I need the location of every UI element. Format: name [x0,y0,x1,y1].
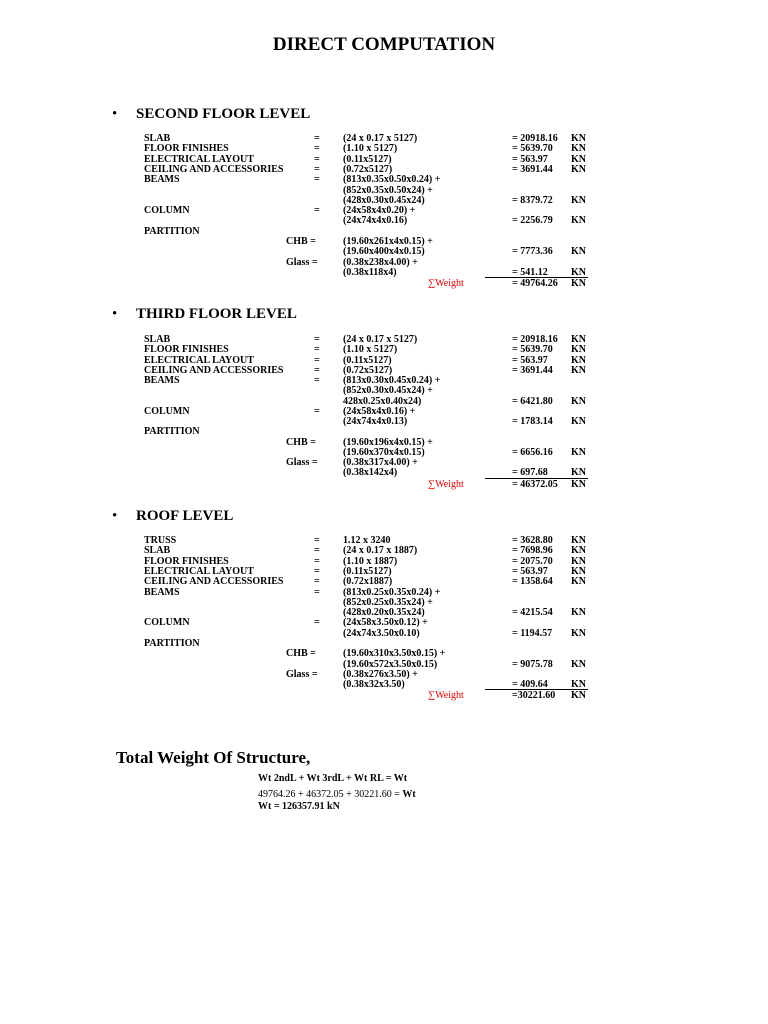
row-sub-label: CHB = [286,236,316,247]
row-value: = 7773.36 [512,246,553,258]
row-formula: (19.60x261x4x0.15) + [343,236,433,247]
row-label: PARTITION [144,426,200,438]
row-label: COLUMN [144,205,190,217]
row-value: = 20918.16 [512,133,558,144]
row-unit: KN [571,658,586,670]
row-equals: = [314,375,320,386]
row-unit: KN [571,215,586,227]
section-heading-third-floor [112,306,297,326]
row-formula: (0.72x5127) [343,364,393,376]
row-value: = 4215.54 [512,607,553,619]
row-equals: = [314,617,320,629]
row-unit: KN [571,364,586,376]
row-sub-label: Glass = [286,256,318,268]
bullet: • [112,106,118,122]
bullet: • [112,508,118,524]
row-sub-label: Glass = [286,668,318,680]
section-heading-roof [112,508,233,528]
row-unit: KN [571,627,586,639]
row-equals: = [314,163,320,175]
section-heading-label: ROOF LEVEL [136,508,234,524]
row-value: = 5639.70 [512,344,553,356]
row-label: CEILING AND ACCESSORIES [144,163,284,175]
row-label: BEAMS [144,586,180,598]
row-formula: 1.12 x 3240 [343,535,391,546]
row-unit: KN [571,133,586,144]
row-label: SLAB [144,545,171,557]
row-label: BEAMS [144,375,180,386]
row-formula: (24 x 0.17 x 1887) [343,545,418,557]
row-formula: (1.10 x 5127) [343,344,398,356]
row-formula: (0.72x1887) [343,576,393,588]
row-value: = 8379.72 [512,194,553,206]
row-value: = 541.12 [512,266,548,278]
row-equals: = [314,174,320,186]
weight-label: ∑Weight [428,479,464,490]
bullet: • [112,306,118,322]
row-value: = 697.68 [512,467,548,479]
weight-label: ∑Weight [428,690,464,701]
row-unit: KN [571,344,586,356]
total-sum-line [258,789,416,800]
row-equals: = [314,354,320,366]
row-unit: KN [571,266,586,278]
row-label: SLAB [144,133,171,144]
row-formula: (24 x 0.17 x 5127) [343,334,418,345]
row-value: = 9075.78 [512,658,553,670]
row-formula: (813x0.35x0.50x0.24) + [343,174,441,186]
row-equals: = [314,364,320,376]
weight-label: ∑Weight [428,278,464,289]
row-unit: KN [571,416,586,427]
row-label: ELECTRICAL LAYOUT [144,354,254,366]
row-value: = 20918.16 [512,334,558,345]
row-equals: = [314,555,320,567]
row-value: = 1358.64 [512,576,553,588]
row-formula: (24x58x4x0.16) + [343,405,416,417]
row-equals: = [314,133,320,144]
row-unit: KN [571,545,586,557]
total-weight-title: Total Weight Of Structure, [116,748,311,767]
section-heading-label: SECOND FLOOR LEVEL [136,106,311,122]
section-total-unit: KN [571,479,586,490]
row-value: = 6421.80 [512,395,553,407]
row-unit: KN [571,555,586,567]
row-value: = 1783.14 [512,416,553,427]
row-formula: (813x0.30x0.45x0.24) + [343,375,441,386]
row-unit: KN [571,354,586,366]
row-label: CEILING AND ACCESSORIES [144,364,284,376]
row-unit: KN [571,576,586,588]
row-unit: KN [571,535,586,546]
row-formula: (852x0.25x0.35x24) + [343,596,433,608]
row-formula: (0.11x5127) [343,565,392,577]
row-value: = 3628.80 [512,535,553,546]
row-equals: = [314,545,320,557]
row-value: = 6656.16 [512,446,553,458]
row-formula: (852x0.30x0.45x24) + [343,385,433,397]
row-label: TRUSS [144,535,177,546]
row-label: SLAB [144,334,171,345]
row-formula: (0.38x32x3.50) [343,679,405,691]
row-label: CEILING AND ACCESSORIES [144,576,284,588]
row-formula: (19.60x310x3.50x0.15) + [343,648,446,660]
row-value: = 3691.44 [512,163,553,175]
row-formula: (428x0.30x0.45x24) [343,194,425,206]
row-formula: (0.38x142x4) [343,467,398,479]
page-title: DIRECT COMPUTATION [272,34,496,55]
row-value: = 409.64 [512,679,548,691]
row-unit: KN [571,194,586,206]
section-total: = 46372.05 [512,479,558,490]
row-value: = 2075.70 [512,555,553,567]
row-value: = 563.97 [512,354,548,366]
row-formula: (0.11x5127) [343,354,392,366]
row-formula: (0.38x317x4.00) + [343,457,418,468]
section-total-unit: KN [571,690,586,701]
row-formula: (24x58x4x0.20) + [343,205,416,217]
row-formula: (0.72x5127) [343,163,393,175]
row-unit: KN [571,446,586,458]
row-formula: (1.10 x 5127) [343,143,398,155]
section-total-unit: KN [571,278,586,289]
row-formula: (0.38x276x3.50) + [343,668,418,680]
row-value: = 563.97 [512,565,548,577]
row-value: = 5639.70 [512,143,553,155]
row-label: BEAMS [144,174,180,186]
row-value: = 563.97 [512,153,548,165]
row-unit: KN [571,246,586,258]
row-unit: KN [571,467,586,479]
row-formula: (19.60x196x4x0.15) + [343,436,433,448]
total-sum-numbers: 49764.26 + 46372.05 + 30221.60 = [258,789,403,800]
row-label: COLUMN [144,617,190,629]
row-equals: = [314,405,320,417]
row-unit: KN [571,395,586,407]
section-heading-label: THIRD FLOOR LEVEL [136,306,297,322]
row-sub-label: Glass = [286,457,318,468]
row-formula: (813x0.25x0.35x0.24) + [343,586,441,598]
total-formula: Wt 2ndL + Wt 3rdL + Wt RL = Wt [258,773,408,784]
section-total: = 49764.26 [512,278,558,289]
row-label: COLUMN [144,405,190,417]
row-value: = 1194.57 [512,627,553,639]
row-formula: (19.60x370x4x0.15) [343,446,425,458]
row-formula: (0.38x238x4.00) + [343,256,418,268]
row-label: FLOOR FINISHES [144,143,229,155]
row-formula: (19.60x400x4x0.15) [343,246,425,258]
row-label: PARTITION [144,638,200,649]
section-total: =30221.60 [512,690,556,701]
row-unit: KN [571,679,586,691]
row-value: = 2256.79 [512,215,553,227]
row-equals: = [314,143,320,155]
total-result: Wt = 126357.91 kN [258,801,340,812]
row-sub-label: CHB = [286,436,316,448]
row-formula: (852x0.35x0.50x24) + [343,184,433,196]
row-equals: = [314,205,320,217]
row-formula: (24 x 0.17 x 5127) [343,133,418,144]
row-equals: = [314,153,320,165]
row-label: ELECTRICAL LAYOUT [144,153,254,165]
row-formula: (19.60x572x3.50x0.15) [343,658,438,670]
row-unit: KN [571,163,586,175]
row-label: ELECTRICAL LAYOUT [144,565,254,577]
row-equals: = [314,535,320,546]
row-unit: KN [571,607,586,619]
row-unit: KN [571,143,586,155]
total-sum-wt: Wt [402,789,416,800]
row-label: FLOOR FINISHES [144,344,229,356]
row-equals: = [314,334,320,345]
row-formula: (24x74x3.50x0.10) [343,627,420,639]
row-formula: (24x58x3.50x0.12) + [343,617,428,629]
row-formula: (24x74x4x0.16) [343,215,408,227]
row-value: = 7698.96 [512,545,553,557]
row-formula: (428x0.20x0.35x24) [343,607,425,619]
row-formula: (0.38x118x4) [343,266,397,278]
row-label: PARTITION [144,225,200,237]
row-formula: 428x0.25x0.40x24) [343,395,422,407]
row-formula: (1.10 x 1887) [343,555,398,567]
row-label: FLOOR FINISHES [144,555,229,567]
row-unit: KN [571,334,586,345]
row-equals: = [314,565,320,577]
row-sub-label: CHB = [286,648,316,660]
row-formula: (24x74x4x0.13) [343,416,408,427]
section-heading-second-floor [112,106,310,126]
row-equals: = [314,586,320,598]
row-unit: KN [571,565,586,577]
row-unit: KN [571,153,586,165]
row-value: = 3691.44 [512,364,553,376]
row-equals: = [314,344,320,356]
row-equals: = [314,576,320,588]
row-formula: (0.11x5127) [343,153,392,165]
